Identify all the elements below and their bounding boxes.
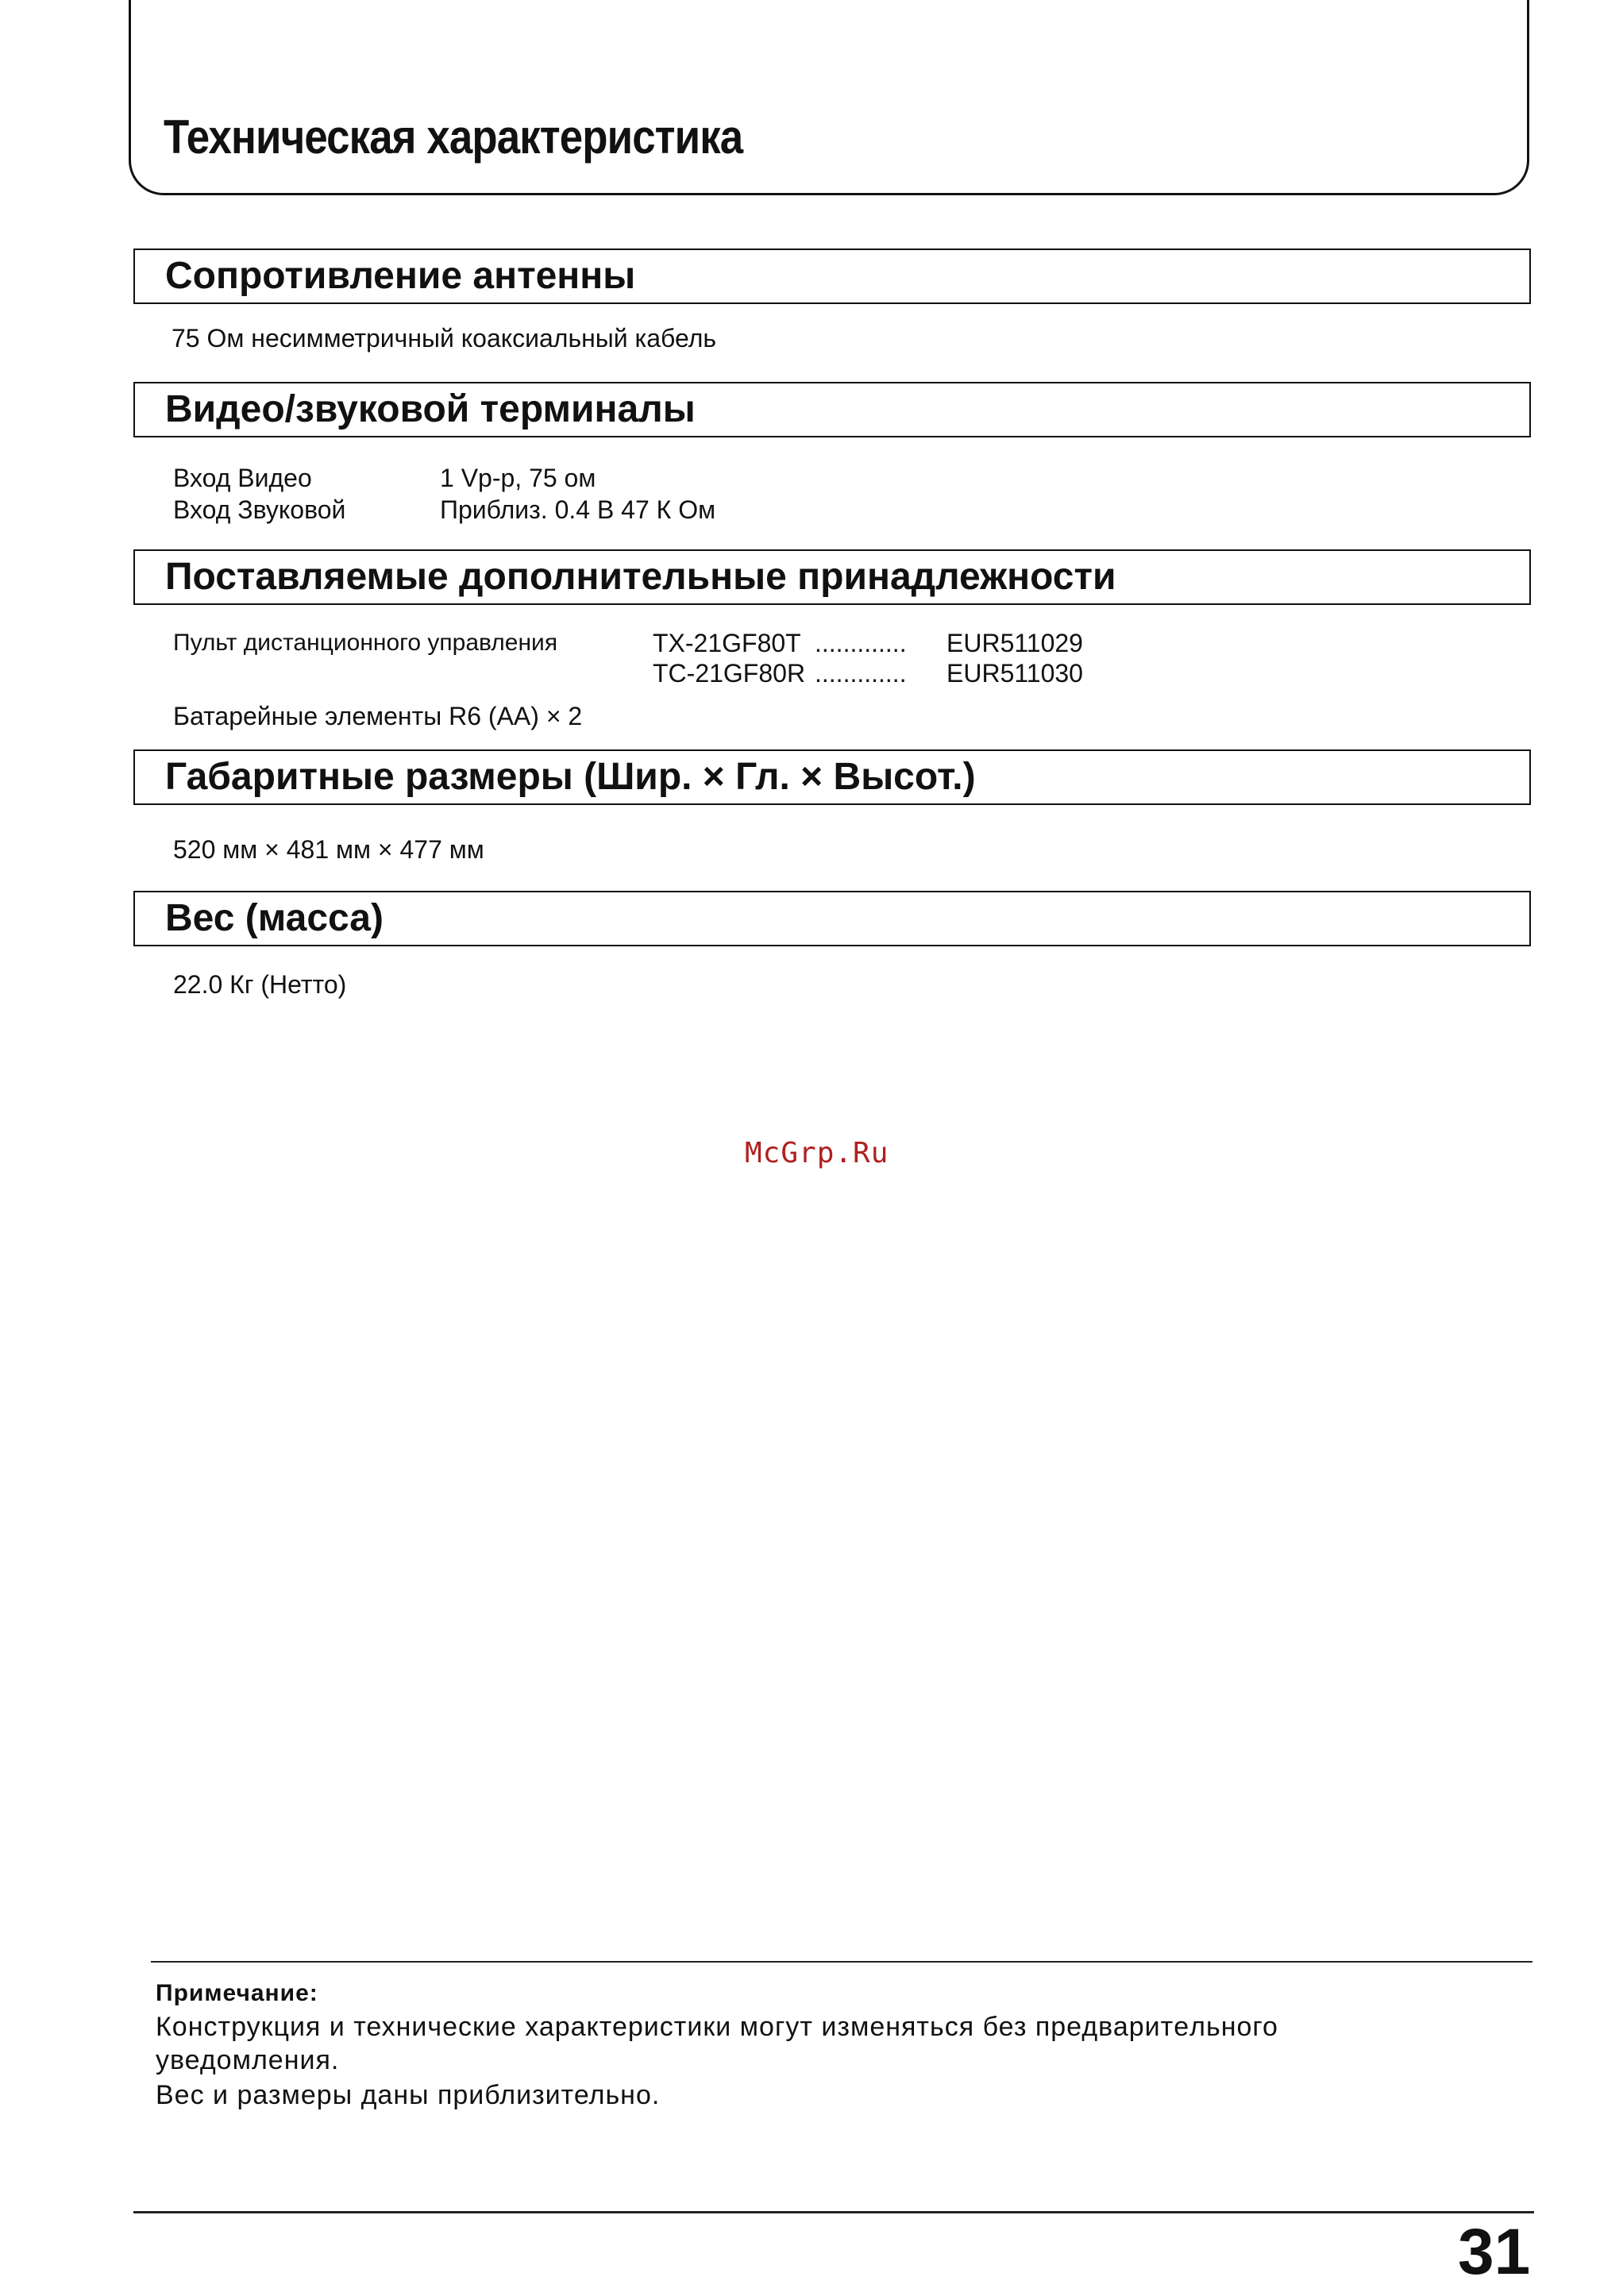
section-heading-accessories: Поставляемые дополнительные принадлежности — [133, 549, 1531, 605]
note-line-2: уведомления. — [156, 2045, 340, 2075]
remote-control-label: Пульт дистанционного управления — [173, 630, 558, 656]
page-number: 31 — [1458, 2216, 1531, 2288]
section-heading-dimensions: Габаритные размеры (Шир. × Гл. × Высот.) — [133, 749, 1531, 805]
note-line-1: Конструкция и технические характеристики могут изменяться без предваритeльного — [156, 2012, 1278, 2042]
weight-text: 22.0 Кг (Нетто) — [173, 970, 347, 999]
remote-model-1: TX-21GF80T — [653, 629, 801, 657]
batteries-text: Батарейные элементы R6 (AA) × 2 — [173, 702, 583, 730]
video-input-label: Вход Видео — [173, 464, 312, 492]
video-input-value: 1 Vp-p, 75 ом — [440, 464, 596, 492]
note-divider — [151, 1961, 1532, 1963]
audio-input-value: Приблиз. 0.4 В 47 К Ом — [440, 495, 716, 524]
section-heading-weight: Вес (масса) — [133, 891, 1531, 946]
section-heading-antenna: Сопротивление антенны — [133, 248, 1531, 304]
watermark-text: McGrp.Ru — [745, 1137, 889, 1169]
footer-rule — [133, 2211, 1534, 2213]
audio-input-label: Вход Звуковой — [173, 495, 346, 524]
remote-dots-1: ............. — [815, 629, 907, 657]
remote-dots-2: ............. — [815, 659, 907, 688]
note-line-3: Вес и размеры даны приблизительно. — [156, 2080, 661, 2110]
page-title: Техническая характеристика — [164, 110, 743, 164]
note-title: Примечание: — [156, 1980, 318, 2006]
section-heading-terminals: Видео/звуковой терминалы — [133, 382, 1531, 437]
dimensions-text: 520 мм × 481 мм × 477 мм — [173, 835, 484, 864]
remote-part-1: EUR511029 — [946, 629, 1083, 657]
remote-model-2: TC-21GF80R — [653, 659, 806, 688]
remote-part-2: EUR511030 — [946, 659, 1083, 688]
antenna-impedance-text: 75 Ом несимметричный коаксиальный кабель — [172, 324, 717, 352]
title-frame — [129, 0, 1529, 195]
